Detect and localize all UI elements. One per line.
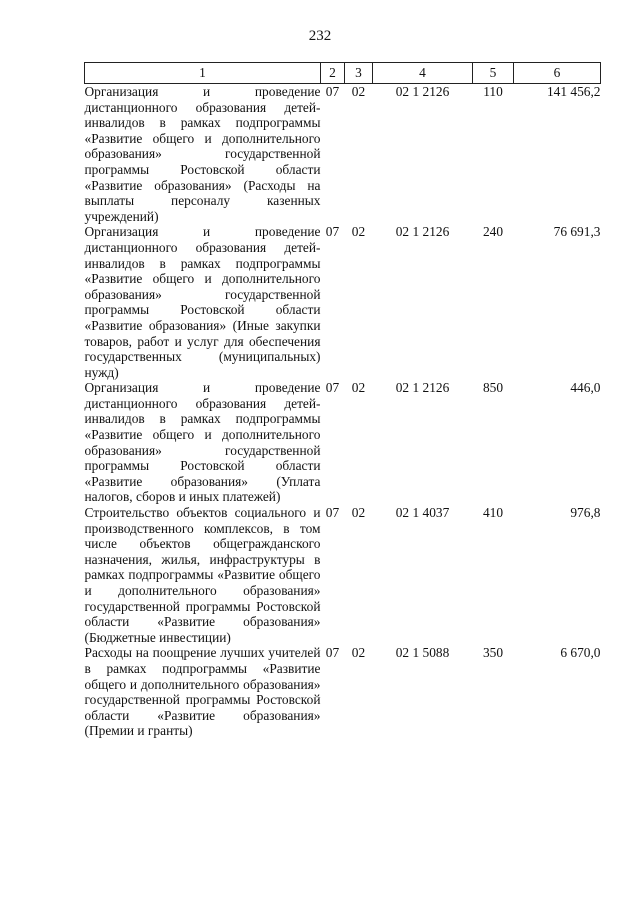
table-row: [85, 224, 601, 380]
column-header-expense-type: 5: [473, 63, 514, 84]
table-header-row: [85, 63, 601, 84]
table-row: [85, 505, 601, 645]
budget-table: [84, 62, 601, 739]
row-amount: 76 691,3: [553, 224, 601, 240]
column-header-amount: 6: [514, 63, 601, 84]
row-target-article: 02 1 2126: [395, 224, 450, 240]
page-number: 232: [308, 28, 332, 44]
row-description: Строительство объектов социального и производственного комплексов, в том числе объектов общегражданского назначения, жилья, инфраструктуры в рамках подпрограммы «Развитие общего и дополнительного образования» государственной программы Ростовской области «Развитие образования» (Бюджетные инвестиции): [84, 505, 321, 645]
row-expense-type: 850: [482, 380, 504, 396]
table-row: [85, 380, 601, 505]
row-subsection: 02: [351, 84, 366, 99]
row-amount: 446,0: [570, 380, 601, 396]
row-description: Расходы на поощрение лучших учителей в рамках подпрограммы «Развитие общего и дополнительного образования» государственной программы Ростовской области «Развитие образования» (Премии и гранты): [84, 645, 321, 739]
row-subsection: 02: [351, 645, 366, 661]
row-section: 07: [325, 645, 340, 661]
column-header-target-article: 4: [373, 63, 473, 84]
row-amount: 6 670,0: [560, 645, 601, 661]
table-row: [85, 84, 601, 225]
column-header-description: 1: [85, 63, 321, 84]
row-expense-type: 350: [482, 645, 504, 661]
table-row: [85, 645, 601, 739]
column-header-subsection: 3: [345, 63, 373, 84]
row-subsection: 02: [351, 224, 366, 240]
row-description: Организация и проведение дистанционного образования детей-инвалидов в рамках подпрограммы «Развитие общего и дополнительного образования» государственной программы Ростовской области «Развитие образования» (Уплата налогов, сборов и иных платежей): [84, 380, 321, 505]
row-target-article: 02 1 2126: [395, 380, 450, 396]
row-section: 07: [325, 84, 340, 99]
row-amount: 141 456,2: [546, 84, 601, 99]
row-section: 07: [325, 505, 340, 521]
row-description: Организация и проведение дистанционного образования детей-инвалидов в рамках подпрограммы «Развитие общего и дополнительного образования» государственной программы Ростовской области «Развитие образования» (Расходы на выплаты персоналу казенных учреждений): [84, 84, 321, 224]
row-amount: 976,8: [570, 505, 601, 521]
row-section: 07: [325, 380, 340, 396]
row-target-article: 02 1 4037: [395, 505, 450, 521]
row-expense-type: 110: [483, 84, 503, 99]
row-subsection: 02: [351, 505, 366, 521]
column-header-section: 2: [321, 63, 345, 84]
row-expense-type: 410: [482, 505, 504, 521]
row-target-article: 02 1 5088: [395, 645, 450, 661]
row-target-article: 02 1 2126: [395, 84, 450, 99]
row-expense-type: 240: [482, 224, 504, 240]
row-section: 07: [325, 224, 340, 240]
row-description: Организация и проведение дистанционного образования детей-инвалидов в рамках подпрограммы «Развитие общего и дополнительного образования» государственной программы Ростовской области «Развитие образования» (Иные закупки товаров, работ и услуг для обеспечения государственных (муниципальных) нужд): [84, 224, 321, 380]
row-subsection: 02: [351, 380, 366, 396]
